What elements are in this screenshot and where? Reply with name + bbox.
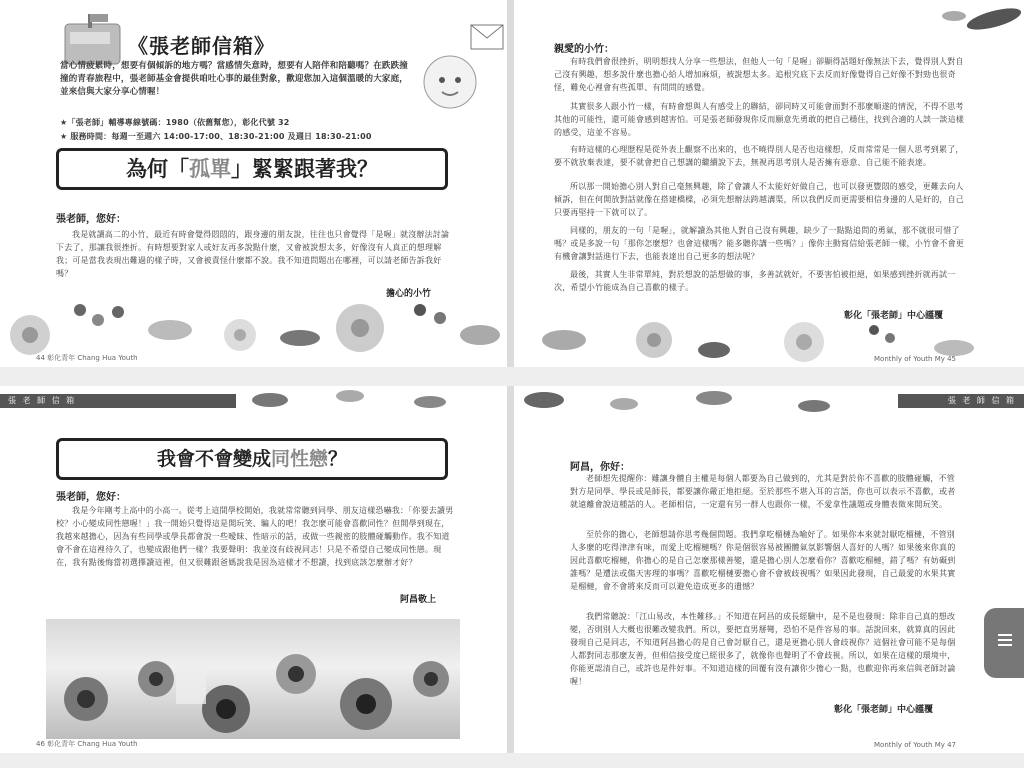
section-band: 張 老 師 信 箱: [898, 394, 1024, 408]
page-45: [514, 0, 1024, 367]
leaf-decoration: [514, 386, 894, 422]
reply-paragraph-1: 有時我們會很挫折，明明想找人分享一些想法，但他人一句「是喔」卻顯得話題好像無法下去，覺得別人對自己沒有興趣，想多說什麼也擔心給人增加麻煩，被說想太多。追根究底下去反而好像覺得自己好像不對勁也很奇怪，難免心裡會有些孤單、有問問的感覺。: [554, 57, 964, 92]
column-title: 《張老師信箱》: [128, 34, 275, 58]
title-highlight: 同性戀: [270, 448, 328, 470]
page-folio: 44 彰化青年 Chang Hua Youth: [36, 354, 138, 362]
title-highlight: 孤單: [189, 157, 231, 181]
page-turn-tab[interactable]: [984, 608, 1024, 678]
letter-signature: 阿昌敬上: [400, 595, 437, 605]
section-band: 張 老 師 信 箱: [0, 394, 236, 408]
reply-signature: 彰化「張老師」中心謹覆: [844, 311, 944, 321]
gutter: [507, 386, 514, 753]
envelope-icon: [470, 24, 504, 50]
reply-greeting: 阿昌，你好：: [570, 462, 630, 473]
letter-signature: 擔心的小竹: [386, 289, 432, 299]
leaf-decoration: [230, 386, 507, 416]
service-hours: ★ 服務時間：每週一至週六 14:00-17:00、18:30-21:00 及週日 18:30-21:00: [60, 132, 372, 141]
column-intro: 當心情疲累時，想要有個傾訴的地方嗎？當感情失意時，想要有人陪伴和陪聽嗎？在跌跌撞撞的青春旅程中，張老師基金會提供咱吐心事的最佳對象，歡迎您加入這個溫暖的大家庭，並來信與大家分享心情喔！: [60, 61, 409, 97]
title-part-1: 為何「: [126, 157, 189, 181]
page-folio: Monthly of Youth My 47: [874, 741, 957, 749]
letter-body: 我是今年剛考上高中的小高一。從考上這間學校開始，我就常常聽到同學、朋友這樣恐嚇我：「你要去讀男校？小心變成同性戀喔！」我一開始只覺得這是開玩笑、騙人的吧！我怎麼可能會喜歡同性？但開學到現在，我越來越擔心，因為有些同學或學長都會說一些曖昧、性暗示的話，或做一些親密的肢體碰觸動作。我不知道會不會在這裡待久了，也變成跟他們一樣？我要聲明：我並沒有歧視同志！只是不希望自己變成同性戀。現在，我有點後悔當初選擇讀這裡，但又很難跟爸媽說我是因為這樣才不想讀，找到底該怎麼辦才好？: [56, 506, 454, 567]
letter-body: 我是就讀高二的小竹，最近有時會覺得悶悶的，跟身邊的朋友說，往往也只會覺得「是喔」就沒辦法討論下去了，那讓我很挫折。有時想要對家人或好友再多說點什麼，又會被說想太多，好像沒有人真正的想理解我；可是當我表現出難過的樣子時，又會被責怪什麼都不說。我不知道問題出在哪裡，可以請老師告訴我好嗎？: [56, 230, 450, 278]
hotline-info: ★「張老師」輔導專線號碼：1980（依舊幫您），彰化代號 32: [60, 118, 290, 127]
reply-paragraph-3: 我們常聽說：「江山易改，本性難移。」不知道在阿昌的成長經驗中，是不是也發現：除非自己真的想改變，否則別人大概也很難改變我們。所以，要把直男掰彎，恐怕不是件容易的事。話說回來，就算真的因此發現自己是同志，不知道阿昌擔心的是自己會討厭自己，還是更擔心別人會歧視你？這個社會可能不是每個人都對同志那麼友善，但相信接受度已經很多了，就像你也聲明了不會歧視。所以，如果在這樣的環境中，你能更認清自己，或許也是件好事。不知道這樣的回覆有沒有讓你少擔心一點，也歡迎你再來信與老師討論喔！: [570, 612, 956, 686]
title-part-2: ？: [328, 448, 348, 470]
page-46: [0, 386, 507, 753]
sunflower-photo: [46, 619, 460, 739]
title-part-1: 我會不會變成: [156, 448, 271, 470]
title-part-2: 」緊緊跟著我？: [231, 157, 378, 181]
girl-illustration: [420, 52, 480, 112]
letter-title: [56, 148, 448, 190]
reply-signature: 彰化「張老師」中心謹覆: [834, 705, 934, 715]
letter-greeting: 張老師，您好：: [56, 492, 126, 503]
leaf-decoration: [934, 4, 1024, 34]
gutter: [507, 0, 514, 367]
letter-title: [56, 438, 448, 480]
reply-paragraph-5: 同樣的，朋友的一句「是喔」，就解讀為其他人對自己沒有興趣，缺少了一點點追問的勇氣，那不就很可惜了嗎？或是多說一句「那你怎麼想？也會這樣嗎？能多聽你講一些嗎？」像你主動寫信給張老師一樣，小竹會不會更有機會讓對話進行下去，也能表達出自己更多的想法呢？: [554, 226, 964, 261]
spread-pages-46-47: [0, 384, 1024, 768]
reply-paragraph-3: 有時這樣的心理歷程是從外表上觀察不出來的，也不曉得別人是否也這樣想，反而常常是一個人思考到累了，要不就放棄表達，要不就會把自己想講的繼續說下去，無視再思考別人是否擁有惡意、自己能不能表達。: [554, 145, 964, 167]
page-44: [0, 0, 507, 367]
page-folio: 46 彰化青年 Chang Hua Youth: [36, 740, 138, 748]
page-folio: Monthly of Youth My 45: [874, 355, 957, 363]
page-47: [514, 386, 1024, 753]
letter-greeting: 張老師，您好：: [56, 214, 126, 225]
reply-greeting: 親愛的小竹：: [554, 44, 614, 55]
reply-paragraph-6: 最後，其實人生非常單純，對於想說的話想做的事，多善試就好，不要害怕被拒絕，如果感到挫折就再試一次，希望小竹能成為自己喜歡的樣子。: [554, 270, 956, 292]
reply-paragraph-2: 至於你的擔心，老師想請你思考幾個問題。我們拿吃榴槤為喻好了。如果你本來就討厭吃榴槤，不管別人多麼的吃得津津有味，而愛上吃榴槤嗎？你是個很容易被團體氣氛影響個人喜好的人嗎？如果後來你真的因此喜歡吃榴槤，你擔心的是自己怎麼那樣善變，還是擔心別人怎麼看你？喜歡吃榴槤，錯了嗎？有妨礙到誰嗎？是遭法或傷天害理的事嗎？喜歡吃榴槤要擔心會不會被歧視嗎？如果因此發現，自己最愛的水果其實是榴槤，會不會將來反而可以避免造成更多的遺憾？: [570, 530, 956, 591]
menu-icon: [998, 634, 1012, 636]
reply-paragraph-1: 老師想先提醒你：雖讓身體自主權是每個人都要為自己做到的，尤其是對於你不喜歡的肢體碰觸，不管對方是同學、學長或是師長，都要讓你嚴正地拒絕。至於那些不堪入耳的言語，你也可以表示不喜歡，或者就遠離會說這種話的人。老師相信，一定還有另一群人也跟你一樣，不愛拿性議題或身體表徵來開玩笑。: [570, 474, 956, 509]
reply-paragraph-4: 所以那一開始擔心別人對自己毫無興趣，除了會讓人不太能好好做自己，也可以發更豐悶的感受，更難去向人傾訴，但在何開放對話就像在搭建橋樑，必須先想辦法跨越溝渠，所以我們反而更需要相信身邊的人是好的，自己只要再堅持一下就可以了。: [554, 182, 964, 217]
reply-paragraph-2: 其實很多人跟小竹一樣，有時會想與人有感受上的聯結，卻同時又可能會面對不那麼順遂的情況，不得不思考其他的可能性，還可能會感到越害怕。可是張老師發現你反而願意先勇敢的把自己穩住，找到合適的人談一談這樣的感受，這並不容易。: [554, 102, 964, 137]
